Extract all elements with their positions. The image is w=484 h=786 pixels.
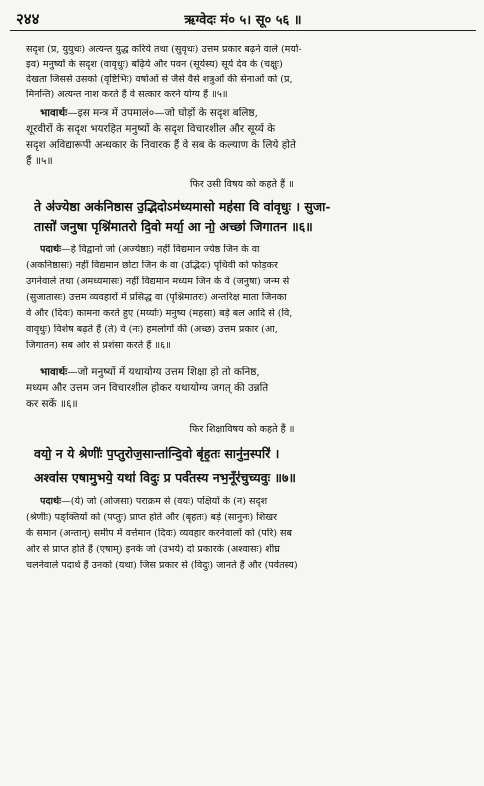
bhavartha-label: भावार्थः xyxy=(40,107,68,119)
padartha-line: वावृधुः) विशेष बढ़ते हैं (ते) वे (नः) हमलोगों की (अच्छ) उत्तम प्रकार (आ, xyxy=(26,324,278,335)
mantra-line: वयो॒ न ये श्रेणीः॑ प॒प्तुरोज॒सान्ता॑न्दि॒वो बृ॑ह॒तः सानु॑न॒स्परि॑ । xyxy=(34,446,280,461)
section-heading: फिर शिक्षाविषय को कहते हैं ॥ xyxy=(189,424,295,435)
bhavartha-label: भावार्थः xyxy=(40,366,68,378)
padartha-line: के समान (अन्तान्) समीप में वर्त्तमान (दिवः) व्यवहार करनेवालों को (परि) सब xyxy=(26,528,292,539)
mantra-line: तासो॑ जनुषा पृश्नि॑मातरो दि॒वो मर्या॒ आ नो॒ अच्छा॑ जिगातन ॥६॥ xyxy=(34,219,313,234)
text-line: सदृश (प्र, युयुधः) अत्यन्त युद्ध करिये तथा (सुवृधः) उत्तम प्रकार बढ़ने वाले (मर्या- xyxy=(26,44,302,55)
padartha-line: पदार्थः—(ये) जो (ओजसा) पराक्रम से (वयः) पक्षियों के (न) सदृश xyxy=(40,496,268,507)
bhavartha-line: सदृश अविद्यारूपी अन्धकार के निवारक हैं वे सब के कल्याण के लिये होते xyxy=(26,139,296,151)
padartha-line: उगनेवाले तथा (अमध्यमासः) नहीं विद्यमान मध्यम जिन के वे (जनुषा) जन्म से xyxy=(26,276,290,287)
mantra-line: ते अ॑ज्येष्ठा अक॑निष्ठास उ॒द्भिदोऽम॑ध्यमासो मह॑सा वि वा॑वृधुः । सुजा- xyxy=(34,199,331,214)
header-rule xyxy=(10,30,476,31)
section-heading: फिर उसी विषय को कहते हैं ॥ xyxy=(190,179,294,190)
padartha-line: ओर से प्राप्त होते हैं (एषाम्) इनके जो (उभये) दो प्रकारके (अश्वासः) शीघ्र xyxy=(26,544,280,555)
text-line: देखता जिससे उसको (वृष्टिभिः) वर्षाओं से जैसे वैसे शत्रुओं की सेनाओं को (प्र, xyxy=(26,74,293,85)
running-title: ऋग्वेदः मं० ५। सू० ५६ ॥ xyxy=(184,13,302,28)
padartha-label: पदार्थः xyxy=(40,244,62,255)
padartha-label: पदार्थः xyxy=(40,496,62,507)
padartha-line: चलनेवाले पदार्थ हैं उनको (यथा) जिस प्रकार से (विदुः) जानते हैं और (पर्वतस्य) xyxy=(26,560,298,571)
padartha-line: पदार्थः—हे विद्वानो जो (अज्येष्ठाः) नहीं विद्यमान ज्येष्ठ जिन के वा xyxy=(40,244,260,255)
bhavartha-line: मध्यम और उत्तम जन विचारशील होकर यथायोग्य जगत् की उन्नति xyxy=(26,382,269,394)
bhavartha-line: शूरवीरों के सदृश भयरहित मनुष्यों के सदृश विचारशील और सूर्य्य के xyxy=(26,123,276,135)
text-line: इव) मनुष्यों के सदृश (वावृधुः) बढ़िये और पवन (सूर्यस्य) सूर्य देव के (चक्षुः) xyxy=(26,59,283,70)
padartha-line: (अकनिष्ठासः) नहीं विद्यमान छोटा जिन के वा (उद्भिदः) पृथिवी को फोड़कर xyxy=(26,260,278,271)
padartha-line: जिगातन) सब ओर से प्रशंसा करते हैं ॥६॥ xyxy=(26,340,171,351)
bhavartha-line: भावार्थः—जो मनुष्यों में यथायोग्य उत्तम शिक्षा हो तो कनिष्ठ, xyxy=(40,366,260,378)
mantra-line: अश्वा॑स एषामु॒भये॒ यथा॑ विदुः प्र पर्व॑तस्य नभ॒नूँर॑चुच्यवुः ॥७॥ xyxy=(34,470,296,485)
text-line: मिनन्ति) अत्यन्त नाश करते हैं वे सत्कार करने योग्य हैं ॥५॥ xyxy=(26,89,228,100)
padartha-line: (श्रेणीः) पङ्क्तियों को (पप्तुः) प्राप्त होते और (बृहतः) बड़े (सानुनः) शिखर xyxy=(26,512,278,523)
page-number: २४४ xyxy=(16,10,40,28)
padartha-line: (सुजातासः) उत्तम व्यवहारों में प्रसिद्ध वा (पृश्निमातरः) अन्तरिक्ष माता जिनका xyxy=(26,292,287,303)
page-header xyxy=(10,8,476,30)
padartha-line: वे और (दिवः) कामना करते हुए (मर्य्याः) मनुष्य (महसा) बड़े बल आदि से (वि, xyxy=(26,308,293,319)
bhavartha-line: भावार्थः—इस मन्त्र में उपमालं०—जो घोड़ों के सदृश बलिष्ठ, xyxy=(40,107,258,119)
bhavartha-line: हैं ॥५॥ xyxy=(26,155,53,167)
bhavartha-line: कर सकें ॥६॥ xyxy=(26,398,78,410)
